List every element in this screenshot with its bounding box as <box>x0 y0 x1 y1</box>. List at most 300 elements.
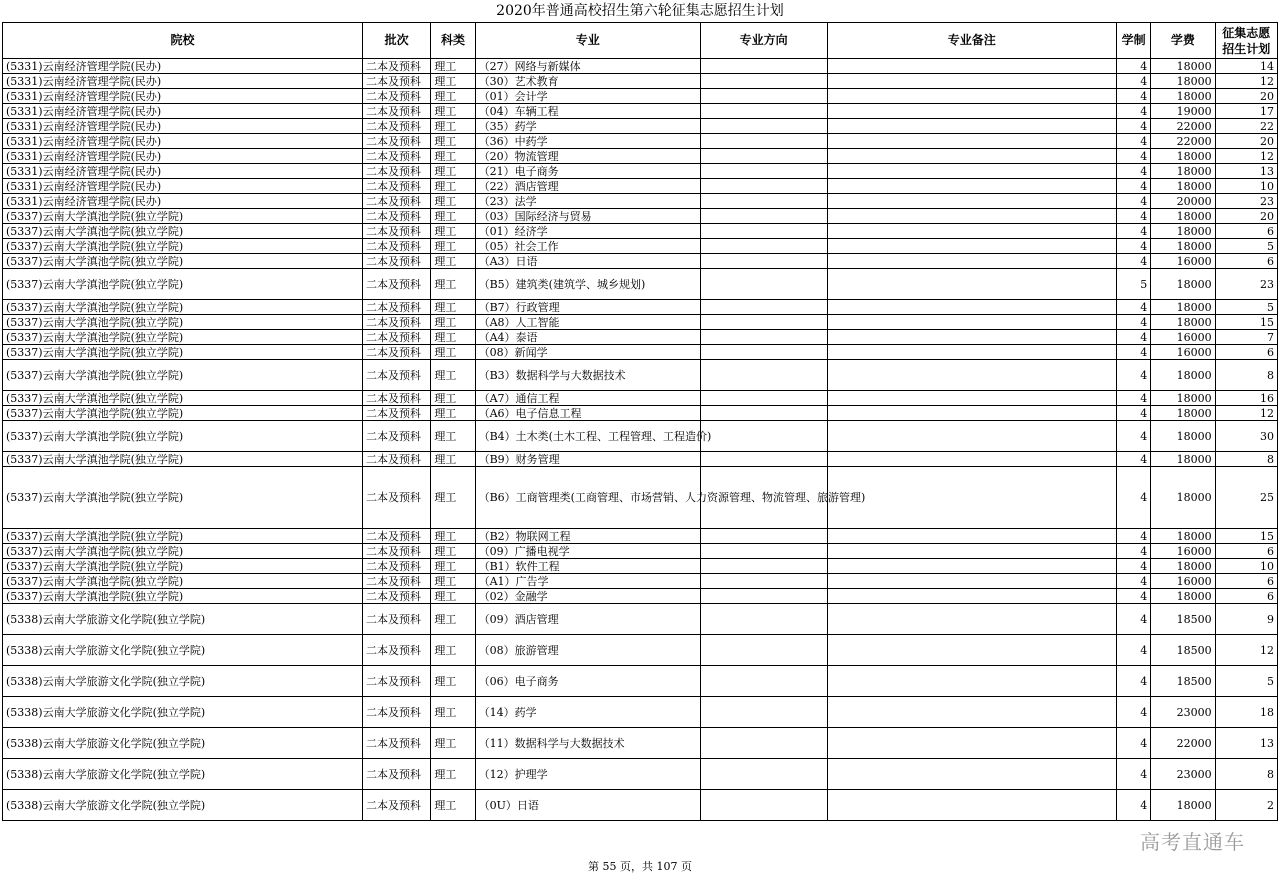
cell-plan: 12 <box>1215 74 1277 89</box>
cell-category: 理工 <box>431 421 475 452</box>
cell-major: （23）法学 <box>475 194 700 209</box>
cell-years: 4 <box>1117 209 1151 224</box>
cell-category: 理工 <box>431 790 475 821</box>
cell-plan: 5 <box>1215 239 1277 254</box>
cell-batch: 二本及预科 <box>362 315 430 330</box>
cell-major: （27）网络与新媒体 <box>475 59 700 74</box>
cell-direction <box>700 74 827 89</box>
cell-plan: 6 <box>1215 254 1277 269</box>
cell-category: 理工 <box>431 254 475 269</box>
cell-plan: 2 <box>1215 790 1277 821</box>
cell-plan: 13 <box>1215 728 1277 759</box>
cell-plan: 17 <box>1215 104 1277 119</box>
cell-direction <box>700 574 827 589</box>
cell-category: 理工 <box>431 194 475 209</box>
cell-plan: 23 <box>1215 194 1277 209</box>
cell-category: 理工 <box>431 134 475 149</box>
cell-major: （B9）财务管理 <box>475 452 700 467</box>
table-row <box>3 345 1278 360</box>
cell-plan: 10 <box>1215 559 1277 574</box>
cell-fee: 18000 <box>1151 589 1215 604</box>
cell-major: （A1）广告学 <box>475 574 700 589</box>
cell-remark <box>827 89 1117 104</box>
table-row <box>3 149 1278 164</box>
cell-fee: 18000 <box>1151 224 1215 239</box>
cell-direction <box>700 300 827 315</box>
column-header-years: 学制 <box>1117 23 1151 59</box>
cell-school: (5331)云南经济管理学院(民办) <box>3 74 363 89</box>
cell-plan: 6 <box>1215 345 1277 360</box>
cell-major: （09）广播电视学 <box>475 544 700 559</box>
cell-major: （B2）物联网工程 <box>475 529 700 544</box>
cell-direction <box>700 452 827 467</box>
cell-school: (5337)云南大学滇池学院(独立学院) <box>3 544 363 559</box>
cell-batch: 二本及预科 <box>362 574 430 589</box>
cell-category: 理工 <box>431 559 475 574</box>
cell-years: 4 <box>1117 666 1151 697</box>
cell-plan: 12 <box>1215 149 1277 164</box>
table-row <box>3 179 1278 194</box>
cell-category: 理工 <box>431 149 475 164</box>
cell-years: 4 <box>1117 452 1151 467</box>
cell-remark <box>827 209 1117 224</box>
cell-major: （22）酒店管理 <box>475 179 700 194</box>
cell-years: 4 <box>1117 179 1151 194</box>
cell-remark <box>827 604 1117 635</box>
cell-major: （35）药学 <box>475 119 700 134</box>
cell-remark <box>827 697 1117 728</box>
cell-school: (5331)云南经济管理学院(民办) <box>3 179 363 194</box>
cell-direction <box>700 604 827 635</box>
cell-fee: 18000 <box>1151 179 1215 194</box>
cell-direction <box>700 635 827 666</box>
cell-school: (5337)云南大学滇池学院(独立学院) <box>3 421 363 452</box>
cell-remark <box>827 759 1117 790</box>
cell-years: 4 <box>1117 330 1151 345</box>
cell-plan: 12 <box>1215 635 1277 666</box>
cell-fee: 18000 <box>1151 391 1215 406</box>
cell-batch: 二本及预科 <box>362 345 430 360</box>
cell-plan: 8 <box>1215 452 1277 467</box>
cell-batch: 二本及预科 <box>362 604 430 635</box>
cell-fee: 18000 <box>1151 360 1215 391</box>
cell-years: 4 <box>1117 759 1151 790</box>
cell-remark <box>827 559 1117 574</box>
cell-category: 理工 <box>431 239 475 254</box>
cell-major: （20）物流管理 <box>475 149 700 164</box>
cell-batch: 二本及预科 <box>362 467 430 529</box>
table-row <box>3 89 1278 104</box>
table-row <box>3 119 1278 134</box>
cell-category: 理工 <box>431 697 475 728</box>
cell-years: 4 <box>1117 574 1151 589</box>
cell-major: （11）数据科学与大数据技术 <box>475 728 700 759</box>
cell-remark <box>827 239 1117 254</box>
cell-fee: 18000 <box>1151 239 1215 254</box>
cell-school: (5337)云南大学滇池学院(独立学院) <box>3 209 363 224</box>
cell-direction <box>700 59 827 74</box>
cell-batch: 二本及预科 <box>362 697 430 728</box>
table-row <box>3 406 1278 421</box>
cell-plan: 5 <box>1215 300 1277 315</box>
cell-direction <box>700 589 827 604</box>
cell-category: 理工 <box>431 209 475 224</box>
cell-major: （36）中药学 <box>475 134 700 149</box>
cell-school: (5337)云南大学滇池学院(独立学院) <box>3 269 363 300</box>
cell-category: 理工 <box>431 406 475 421</box>
cell-direction <box>700 559 827 574</box>
table-row <box>3 300 1278 315</box>
cell-school: (5337)云南大学滇池学院(独立学院) <box>3 300 363 315</box>
cell-batch: 二本及预科 <box>362 559 430 574</box>
cell-remark <box>827 345 1117 360</box>
table-row <box>3 239 1278 254</box>
table-row <box>3 104 1278 119</box>
cell-plan: 10 <box>1215 179 1277 194</box>
cell-school: (5337)云南大学滇池学院(独立学院) <box>3 589 363 604</box>
table-row <box>3 452 1278 467</box>
cell-plan: 8 <box>1215 759 1277 790</box>
cell-category: 理工 <box>431 315 475 330</box>
cell-years: 4 <box>1117 300 1151 315</box>
table-row <box>3 666 1278 697</box>
cell-major: （08）旅游管理 <box>475 635 700 666</box>
cell-major: （A8）人工智能 <box>475 315 700 330</box>
cell-remark <box>827 406 1117 421</box>
cell-school: (5337)云南大学滇池学院(独立学院) <box>3 574 363 589</box>
cell-fee: 18000 <box>1151 300 1215 315</box>
cell-batch: 二本及预科 <box>362 728 430 759</box>
cell-category: 理工 <box>431 179 475 194</box>
cell-school: (5338)云南大学旅游文化学院(独立学院) <box>3 604 363 635</box>
cell-major: （05）社会工作 <box>475 239 700 254</box>
cell-remark <box>827 315 1117 330</box>
cell-school: (5337)云南大学滇池学院(独立学院) <box>3 391 363 406</box>
cell-years: 4 <box>1117 728 1151 759</box>
cell-direction <box>700 421 827 452</box>
cell-batch: 二本及预科 <box>362 59 430 74</box>
cell-batch: 二本及预科 <box>362 790 430 821</box>
cell-remark <box>827 74 1117 89</box>
table-row <box>3 194 1278 209</box>
cell-category: 理工 <box>431 224 475 239</box>
cell-plan: 15 <box>1215 315 1277 330</box>
column-header-remark: 专业备注 <box>827 23 1117 59</box>
cell-batch: 二本及预科 <box>362 104 430 119</box>
cell-major: （A3）日语 <box>475 254 700 269</box>
table-row <box>3 59 1278 74</box>
cell-school: (5338)云南大学旅游文化学院(独立学院) <box>3 697 363 728</box>
cell-years: 4 <box>1117 635 1151 666</box>
table-row <box>3 330 1278 345</box>
cell-school: (5338)云南大学旅游文化学院(独立学院) <box>3 759 363 790</box>
cell-batch: 二本及预科 <box>362 269 430 300</box>
cell-fee: 19000 <box>1151 104 1215 119</box>
cell-category: 理工 <box>431 164 475 179</box>
cell-fee: 18000 <box>1151 74 1215 89</box>
cell-school: (5331)云南经济管理学院(民办) <box>3 89 363 104</box>
cell-school: (5331)云南经济管理学院(民办) <box>3 104 363 119</box>
cell-remark <box>827 254 1117 269</box>
cell-major: （21）电子商务 <box>475 164 700 179</box>
cell-fee: 20000 <box>1151 194 1215 209</box>
cell-remark <box>827 149 1117 164</box>
cell-fee: 18000 <box>1151 315 1215 330</box>
cell-school: (5338)云南大学旅游文化学院(独立学院) <box>3 790 363 821</box>
cell-major: （B1）软件工程 <box>475 559 700 574</box>
cell-years: 4 <box>1117 164 1151 179</box>
table-row <box>3 728 1278 759</box>
cell-school: (5337)云南大学滇池学院(独立学院) <box>3 330 363 345</box>
cell-remark <box>827 360 1117 391</box>
cell-major: （08）新闻学 <box>475 345 700 360</box>
cell-fee: 16000 <box>1151 574 1215 589</box>
cell-major: （12）护理学 <box>475 759 700 790</box>
cell-years: 4 <box>1117 315 1151 330</box>
cell-remark <box>827 164 1117 179</box>
cell-category: 理工 <box>431 604 475 635</box>
cell-years: 4 <box>1117 406 1151 421</box>
cell-remark <box>827 119 1117 134</box>
cell-fee: 18500 <box>1151 666 1215 697</box>
cell-years: 4 <box>1117 421 1151 452</box>
cell-plan: 22 <box>1215 119 1277 134</box>
cell-remark <box>827 179 1117 194</box>
cell-remark <box>827 790 1117 821</box>
column-header-direction: 专业方向 <box>700 23 827 59</box>
cell-remark <box>827 134 1117 149</box>
table-row <box>3 391 1278 406</box>
cell-category: 理工 <box>431 104 475 119</box>
table-row <box>3 604 1278 635</box>
cell-category: 理工 <box>431 759 475 790</box>
cell-remark <box>827 452 1117 467</box>
cell-years: 4 <box>1117 104 1151 119</box>
cell-plan: 30 <box>1215 421 1277 452</box>
cell-remark <box>827 635 1117 666</box>
cell-direction <box>700 330 827 345</box>
table-row <box>3 544 1278 559</box>
cell-batch: 二本及预科 <box>362 589 430 604</box>
cell-batch: 二本及预科 <box>362 239 430 254</box>
cell-fee: 22000 <box>1151 728 1215 759</box>
cell-years: 4 <box>1117 224 1151 239</box>
cell-batch: 二本及预科 <box>362 529 430 544</box>
cell-batch: 二本及预科 <box>362 164 430 179</box>
cell-direction <box>700 269 827 300</box>
cell-category: 理工 <box>431 589 475 604</box>
cell-batch: 二本及预科 <box>362 89 430 104</box>
cell-plan: 6 <box>1215 589 1277 604</box>
cell-school: (5337)云南大学滇池学院(独立学院) <box>3 360 363 391</box>
cell-school: (5331)云南经济管理学院(民办) <box>3 149 363 164</box>
cell-years: 4 <box>1117 529 1151 544</box>
cell-fee: 18500 <box>1151 604 1215 635</box>
cell-fee: 18000 <box>1151 421 1215 452</box>
cell-category: 理工 <box>431 635 475 666</box>
table-row <box>3 559 1278 574</box>
table-header-row <box>3 23 1278 59</box>
cell-category: 理工 <box>431 59 475 74</box>
table-row <box>3 589 1278 604</box>
table-body <box>3 59 1278 821</box>
cell-direction <box>700 119 827 134</box>
cell-category: 理工 <box>431 574 475 589</box>
cell-years: 4 <box>1117 149 1151 164</box>
cell-years: 4 <box>1117 89 1151 104</box>
cell-plan: 9 <box>1215 604 1277 635</box>
cell-years: 4 <box>1117 604 1151 635</box>
cell-major: （14）药学 <box>475 697 700 728</box>
cell-direction <box>700 529 827 544</box>
cell-batch: 二本及预科 <box>362 759 430 790</box>
cell-major: （30）艺术教育 <box>475 74 700 89</box>
cell-direction <box>700 406 827 421</box>
cell-plan: 23 <box>1215 269 1277 300</box>
cell-remark <box>827 728 1117 759</box>
cell-school: (5338)云南大学旅游文化学院(独立学院) <box>3 728 363 759</box>
cell-plan: 5 <box>1215 666 1277 697</box>
cell-school: (5338)云南大学旅游文化学院(独立学院) <box>3 635 363 666</box>
cell-batch: 二本及预科 <box>362 544 430 559</box>
cell-remark <box>827 421 1117 452</box>
cell-school: (5337)云南大学滇池学院(独立学院) <box>3 452 363 467</box>
column-header-fee: 学费 <box>1151 23 1215 59</box>
cell-plan: 20 <box>1215 134 1277 149</box>
cell-batch: 二本及预科 <box>362 666 430 697</box>
cell-remark <box>827 104 1117 119</box>
table-row <box>3 74 1278 89</box>
cell-remark <box>827 391 1117 406</box>
cell-remark <box>827 269 1117 300</box>
cell-fee: 22000 <box>1151 134 1215 149</box>
column-header-major: 专业 <box>475 23 700 59</box>
cell-major: （A6）电子信息工程 <box>475 406 700 421</box>
cell-fee: 18000 <box>1151 529 1215 544</box>
cell-category: 理工 <box>431 269 475 300</box>
cell-direction <box>700 360 827 391</box>
cell-school: (5331)云南经济管理学院(民办) <box>3 194 363 209</box>
cell-major: （09）酒店管理 <box>475 604 700 635</box>
cell-remark <box>827 589 1117 604</box>
cell-direction <box>700 149 827 164</box>
cell-batch: 二本及预科 <box>362 194 430 209</box>
cell-major: （B7）行政管理 <box>475 300 700 315</box>
cell-fee: 18000 <box>1151 790 1215 821</box>
cell-batch: 二本及预科 <box>362 134 430 149</box>
cell-plan: 14 <box>1215 59 1277 74</box>
cell-fee: 18000 <box>1151 269 1215 300</box>
cell-years: 4 <box>1117 194 1151 209</box>
cell-direction <box>700 239 827 254</box>
cell-plan: 6 <box>1215 574 1277 589</box>
cell-plan: 12 <box>1215 406 1277 421</box>
table-row <box>3 269 1278 300</box>
table-row <box>3 164 1278 179</box>
cell-fee: 18000 <box>1151 559 1215 574</box>
table-row <box>3 254 1278 269</box>
cell-category: 理工 <box>431 666 475 697</box>
cell-remark <box>827 330 1117 345</box>
cell-batch: 二本及预科 <box>362 300 430 315</box>
table-row <box>3 360 1278 391</box>
cell-remark <box>827 529 1117 544</box>
cell-plan: 20 <box>1215 89 1277 104</box>
cell-school: (5338)云南大学旅游文化学院(独立学院) <box>3 666 363 697</box>
cell-direction <box>700 224 827 239</box>
watermark-logo: 高考直通车 <box>1140 830 1245 854</box>
cell-major: （B6）工商管理类(工商管理、市场营销、人力资源管理、物流管理、旅游管理) <box>475 467 700 529</box>
cell-years: 4 <box>1117 790 1151 821</box>
cell-remark <box>827 59 1117 74</box>
cell-school: (5331)云南经济管理学院(民办) <box>3 119 363 134</box>
cell-fee: 18000 <box>1151 209 1215 224</box>
cell-years: 5 <box>1117 269 1151 300</box>
cell-direction <box>700 391 827 406</box>
cell-plan: 20 <box>1215 209 1277 224</box>
cell-batch: 二本及预科 <box>362 406 430 421</box>
cell-batch: 二本及预科 <box>362 74 430 89</box>
column-header-school: 院校 <box>3 23 363 59</box>
cell-major: （A4）泰语 <box>475 330 700 345</box>
cell-direction <box>700 179 827 194</box>
cell-category: 理工 <box>431 345 475 360</box>
cell-remark <box>827 224 1117 239</box>
cell-years: 4 <box>1117 345 1151 360</box>
table-row <box>3 134 1278 149</box>
cell-fee: 18000 <box>1151 149 1215 164</box>
table-row <box>3 467 1278 529</box>
cell-category: 理工 <box>431 452 475 467</box>
cell-major: （02）金融学 <box>475 589 700 604</box>
cell-school: (5331)云南经济管理学院(民办) <box>3 134 363 149</box>
cell-major: （0U）日语 <box>475 790 700 821</box>
cell-direction <box>700 544 827 559</box>
cell-major: （04）车辆工程 <box>475 104 700 119</box>
cell-direction <box>700 345 827 360</box>
cell-category: 理工 <box>431 467 475 529</box>
cell-plan: 15 <box>1215 529 1277 544</box>
cell-batch: 二本及预科 <box>362 635 430 666</box>
cell-plan: 6 <box>1215 544 1277 559</box>
cell-fee: 18000 <box>1151 89 1215 104</box>
cell-batch: 二本及预科 <box>362 119 430 134</box>
cell-plan: 16 <box>1215 391 1277 406</box>
cell-fee: 18000 <box>1151 59 1215 74</box>
cell-direction <box>700 164 827 179</box>
cell-direction <box>700 666 827 697</box>
cell-school: (5337)云南大学滇池学院(独立学院) <box>3 254 363 269</box>
cell-direction <box>700 104 827 119</box>
cell-years: 4 <box>1117 360 1151 391</box>
cell-years: 4 <box>1117 559 1151 574</box>
cell-years: 4 <box>1117 391 1151 406</box>
cell-direction <box>700 209 827 224</box>
cell-years: 4 <box>1117 134 1151 149</box>
cell-fee: 23000 <box>1151 759 1215 790</box>
cell-batch: 二本及预科 <box>362 330 430 345</box>
cell-major: （03）国际经济与贸易 <box>475 209 700 224</box>
cell-category: 理工 <box>431 391 475 406</box>
cell-fee: 23000 <box>1151 697 1215 728</box>
table-row <box>3 635 1278 666</box>
cell-direction <box>700 728 827 759</box>
cell-school: (5337)云南大学滇池学院(独立学院) <box>3 345 363 360</box>
cell-fee: 16000 <box>1151 345 1215 360</box>
cell-batch: 二本及预科 <box>362 360 430 391</box>
table-row <box>3 790 1278 821</box>
cell-fee: 22000 <box>1151 119 1215 134</box>
